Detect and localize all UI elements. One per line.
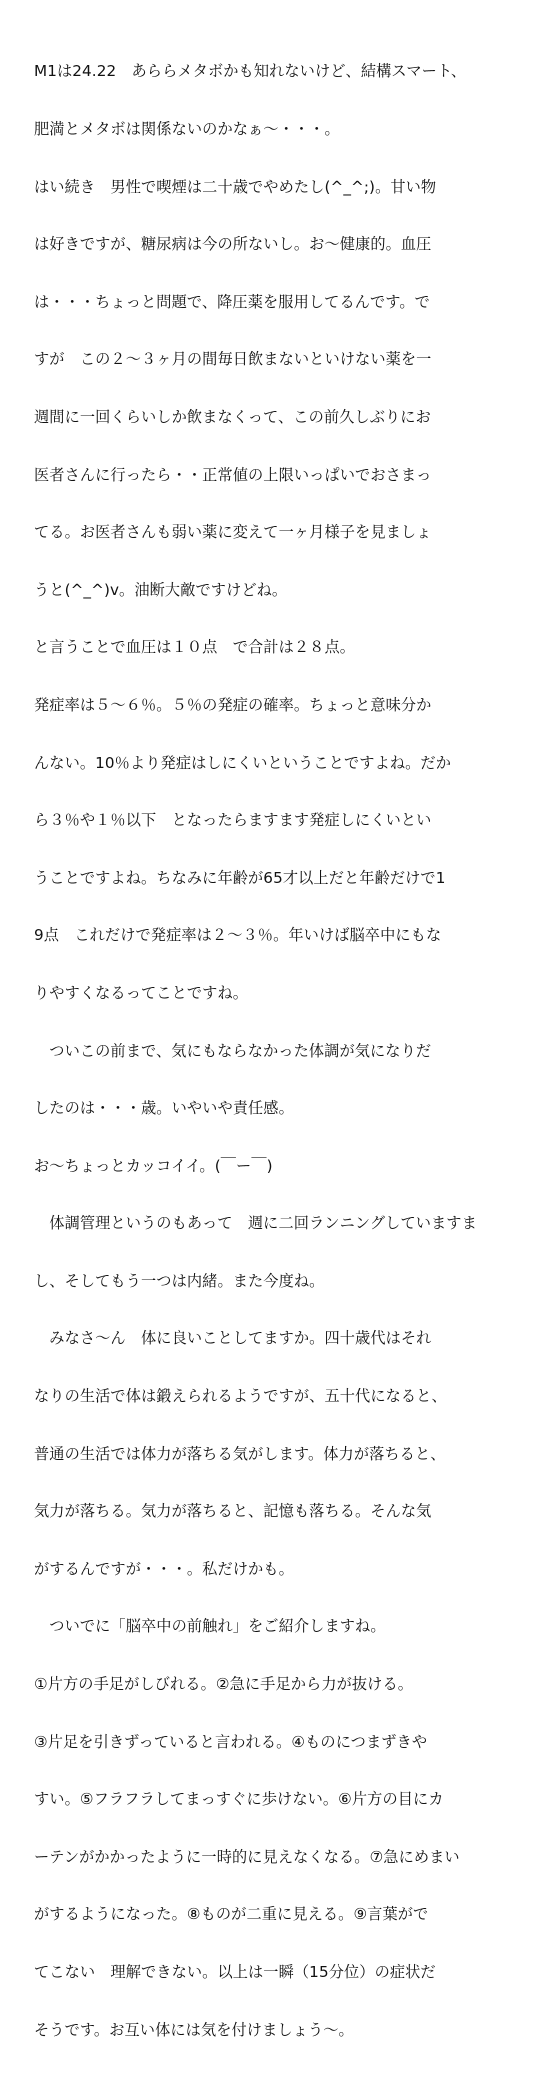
text-line: はい続き 男性で喫煙は二十歳でやめたし(^_^;)。甘い物 xyxy=(34,177,437,196)
text-line: し、そしてもう一つは内緒。また今度ね。 xyxy=(34,1271,325,1290)
text-line: ①片方の手足がしびれる。②急に手足から力が抜ける。 xyxy=(34,1675,414,1694)
text-line: は・・・ちょっと問題で、降圧薬を服用してるんです。で xyxy=(34,292,430,311)
text-line: なりの生活で体は鍛えられるようですが、五十代になると、 xyxy=(34,1387,447,1406)
text-line: がするんですが・・・。私だけかも。 xyxy=(34,1559,294,1578)
text-line: 医者さんに行ったら・・正常値の上限いっぱいでおさまっ xyxy=(34,465,432,484)
text-line: ついでに「脳卒中の前触れ」をご紹介しますね。 xyxy=(34,1617,386,1636)
text-line: 普通の生活では体力が落ちる気がします。体力が落ちると、 xyxy=(34,1444,446,1463)
text-line: うと(^_^)v。油断大敵ですけどね。 xyxy=(34,580,288,599)
text-line: と言うことで血圧は１０点 で合計は２８点。 xyxy=(34,638,356,657)
text-line: そうです。お互い体には気を付けましょう〜。 xyxy=(34,2020,354,2039)
document-body xyxy=(34,24,516,2078)
text-line: ついこの前まで、気にもならなかった体調が気になりだ xyxy=(34,1041,432,1060)
text-line: りやすくなるってことですね。 xyxy=(34,983,249,1002)
text-line: てる。お医者さんも弱い薬に変えて一ヶ月様子を見ましょ xyxy=(34,523,432,542)
text-line: 体調管理というのもあって 週に二回ランニングしていますま xyxy=(34,1214,477,1233)
text-line: 週間に一回くらいしか飲まなくって、この前久しぶりにお xyxy=(34,407,431,426)
text-line: がするようになった。⑧ものが二重に見える。⑨言葉がで xyxy=(34,1905,429,1924)
text-line: ③片足を引きずっていると言われる。④ものにつまずきや xyxy=(34,1732,428,1751)
text-line: うことですよね。ちなみに年齢が65才以上だと年齢だけで1 xyxy=(34,868,446,887)
text-line: 発症率は５〜６％。５％の発症の確率。ちょっと意味分か xyxy=(34,695,432,714)
text-line: したのは・・・歳。いやいや責任感。 xyxy=(34,1099,294,1118)
text-line: すい。⑤フラフラしてまっすぐに歩けない。⑥片方の目にカ xyxy=(34,1790,444,1809)
text-line: んない。10％より発症はしにくいということですよね。だか xyxy=(34,753,452,772)
text-line: みなさ〜ん 体に良いことしてますか。四十歳代はそれ xyxy=(34,1329,432,1348)
text-line: すが この２〜３ヶ月の間毎日飲まないといけない薬を一 xyxy=(34,350,432,369)
text-line: ら３％や１％以下 となったらますます発症しにくいとい xyxy=(34,811,432,830)
text-line: M1は24.22 あららメタボかも知れないけど、結構スマート、 xyxy=(34,62,467,81)
text-line: 9点 これだけで発症率は２〜３％。年いけば脳卒中にもな xyxy=(34,926,442,945)
text-line: てこない 理解できない。以上は一瞬（15分位）の症状だ xyxy=(34,1963,436,1981)
text-line: お〜ちょっとカッコイイ。(￣ー￣) xyxy=(34,1156,273,1175)
text-line: ーテンがかかったように一時的に見えなくなる。⑦急にめまい xyxy=(34,1847,460,1866)
text-line: は好きですが、糖尿病は今の所ないし。お〜健康的。血圧 xyxy=(34,235,432,254)
text-line: 肥満とメタボは関係ないのかなぁ〜・・・。 xyxy=(34,120,340,138)
text-line: 気力が落ちる。気力が落ちると、記憶も落ちる。そんな気 xyxy=(34,1502,432,1521)
